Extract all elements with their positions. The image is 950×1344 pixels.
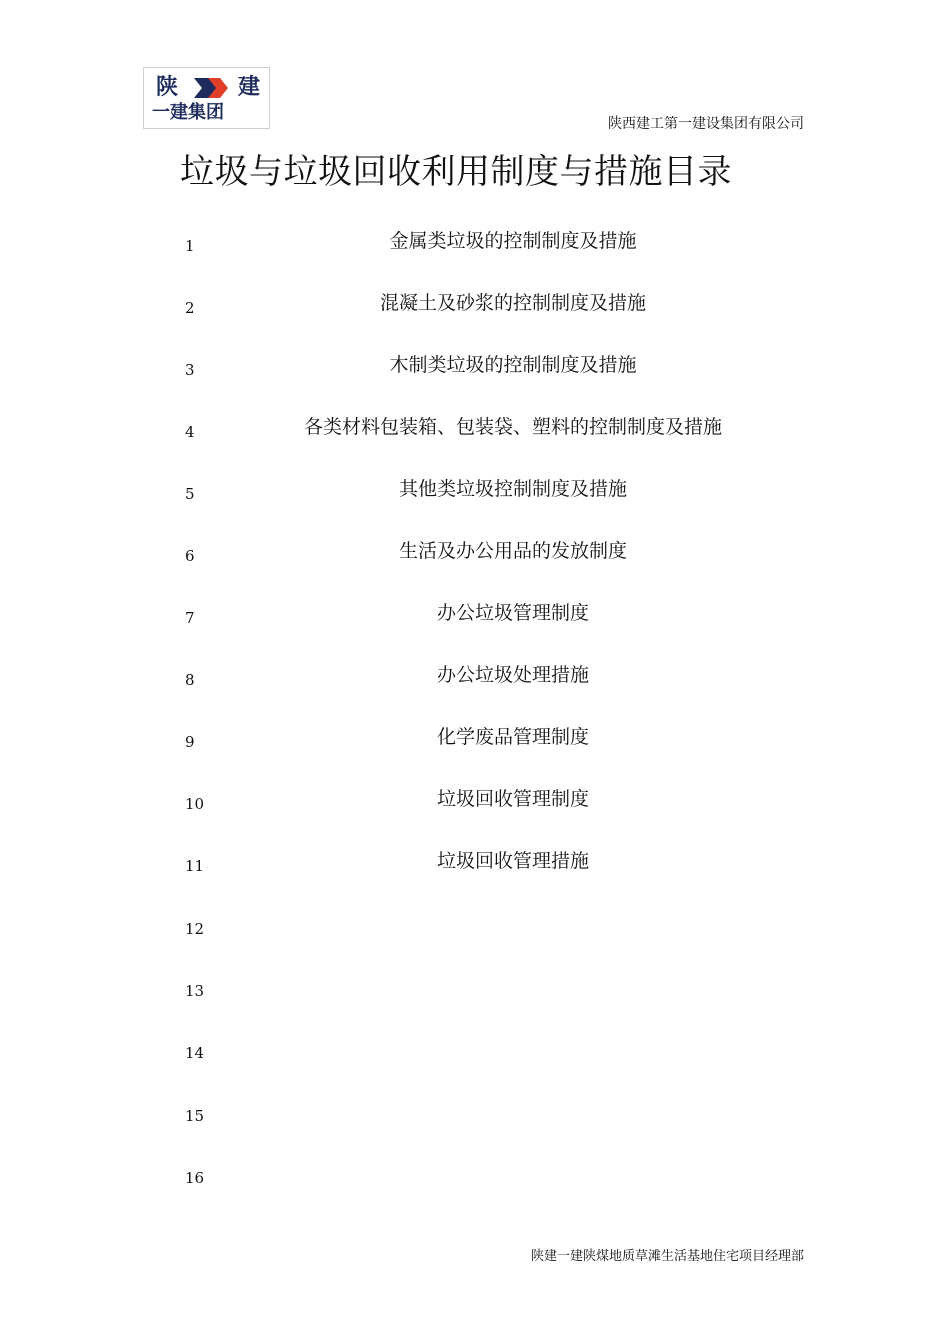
- toc-item-number: 3: [185, 361, 195, 379]
- toc-item-title: 各类材料包装箱、包装袋、塑料的控制制度及措施: [303, 416, 722, 438]
- toc-item: [0, 662, 950, 692]
- toc-item-number: 1: [185, 237, 195, 255]
- logo-char-right: 建: [238, 75, 261, 100]
- company-name: 陕西建工第一建设集团有限公司: [608, 116, 804, 132]
- toc-item-title: 生活及办公用品的发放制度: [398, 540, 627, 562]
- toc-item: [0, 848, 950, 878]
- page-footer: 陕建一建陕煤地质草滩生活基地住宅项目经理部: [530, 1249, 804, 1264]
- page-title: 垃圾与垃圾回收利用制度与措施目录: [180, 152, 732, 192]
- toc-item-title: 办公垃圾处理措施: [436, 664, 589, 686]
- logo-chevron-icon: [190, 76, 232, 100]
- toc-item-number: 4: [185, 423, 195, 441]
- toc-item-number: 7: [185, 609, 195, 627]
- toc-item-title: 办公垃圾管理制度: [436, 602, 589, 624]
- toc-item: [0, 600, 950, 630]
- toc-item-number: 13: [185, 982, 205, 1000]
- logo-top-row: [154, 74, 262, 102]
- toc-item: [0, 476, 950, 506]
- toc-item: [0, 414, 950, 444]
- toc-item: [0, 290, 950, 320]
- toc-item-number: 16: [185, 1169, 205, 1187]
- toc-item-number: 6: [185, 547, 195, 565]
- toc-item: [0, 1160, 950, 1190]
- toc-item-number: 14: [185, 1044, 205, 1062]
- toc-item-title: 木制类垃圾的控制制度及措施: [389, 354, 637, 376]
- toc-item: [0, 538, 950, 568]
- company-logo: [143, 67, 270, 129]
- toc-item-number: 9: [185, 733, 195, 751]
- toc-item: [0, 724, 950, 754]
- toc-item-number: 5: [185, 485, 195, 503]
- toc-item: [0, 973, 950, 1003]
- logo-bottom-text: 一建集团: [152, 102, 224, 123]
- toc-item-number: 12: [185, 920, 205, 938]
- toc-item: [0, 1098, 950, 1128]
- toc-item: [0, 352, 950, 382]
- toc-item-title: 其他类垃圾控制制度及措施: [398, 478, 627, 500]
- toc-item: [0, 1035, 950, 1065]
- toc-item: [0, 786, 950, 816]
- toc-item-title: 化学废品管理制度: [436, 726, 589, 748]
- toc-item-title: 垃圾回收管理制度: [436, 788, 589, 810]
- toc-item-number: 11: [185, 857, 205, 875]
- toc-item-number: 15: [185, 1107, 205, 1125]
- toc-item: [0, 911, 950, 941]
- toc-item-number: 10: [185, 795, 205, 813]
- logo-char-left: 陕: [156, 75, 179, 100]
- toc-item-title: 垃圾回收管理措施: [436, 850, 589, 872]
- toc-item-title: 金属类垃圾的控制制度及措施: [389, 230, 637, 252]
- toc-item-title: 混凝土及砂浆的控制制度及措施: [379, 292, 646, 314]
- toc-item-number: 8: [185, 671, 195, 689]
- toc-item: [0, 228, 950, 258]
- toc-item-number: 2: [185, 299, 195, 317]
